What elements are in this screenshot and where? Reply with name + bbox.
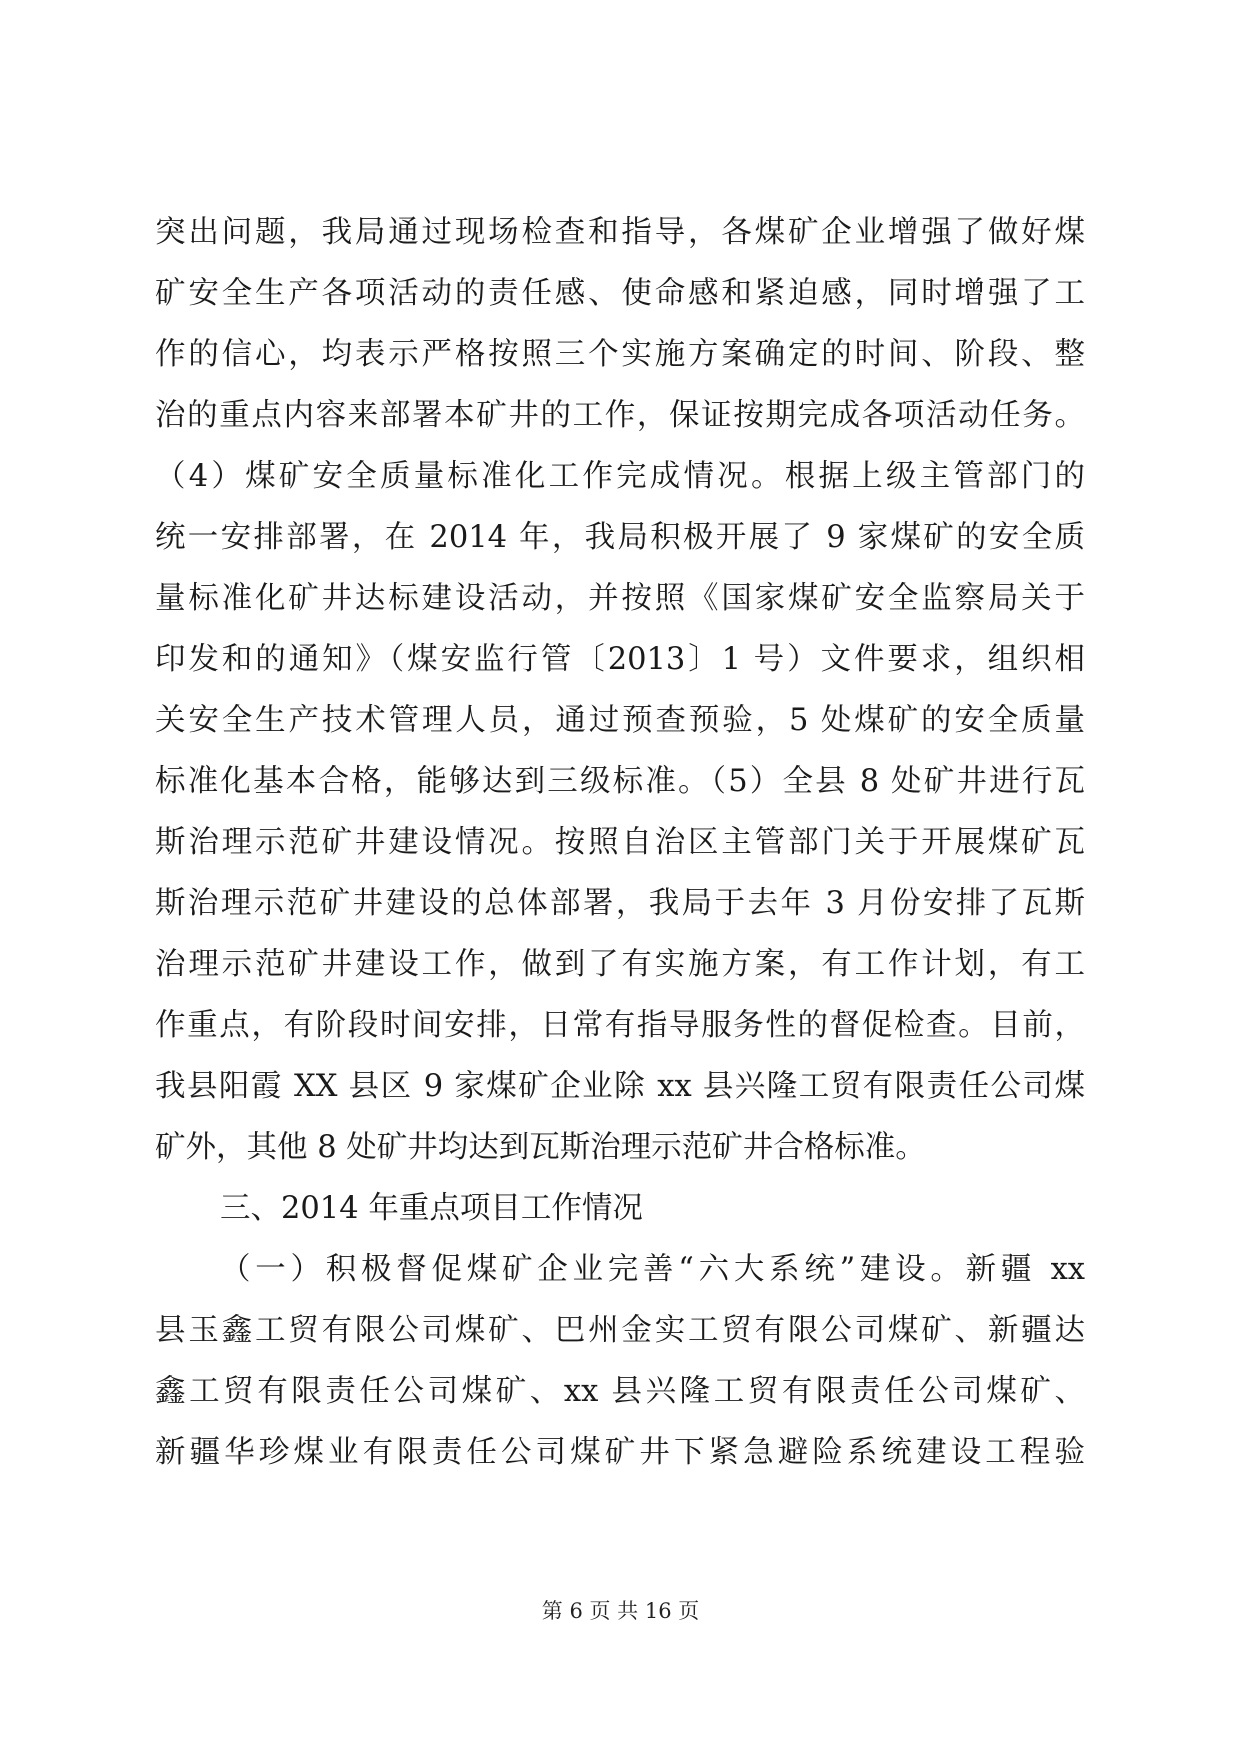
body-text-line: 印发和的通知》（煤安监行管〔2013〕1 号）文件要求，组织相 [155, 642, 1085, 677]
body-text-line: 标准化基本合格，能够达到三级标准。（5）全县 8 处矿井进行瓦 [155, 764, 1085, 799]
body-text-line: 斯治理示范矿井建设的总体部署，我局于去年 3 月份安排了瓦斯 [155, 886, 1085, 921]
page-number-footer: 第 6 页 共 16 页 [541, 1599, 700, 1623]
body-text-line: 关安全生产技术管理人员，通过预查预验，5 处煤矿的安全质量 [155, 703, 1085, 738]
body-text-line: 我县阳霞 XX 县区 9 家煤矿企业除 xx 县兴隆工贸有限责任公司煤 [155, 1069, 1085, 1104]
body-text-line: （一）积极督促煤矿企业完善“六大系统”建设。新疆 xx [220, 1252, 1085, 1287]
body-text-line: 斯治理示范矿井建设情况。按照自治区主管部门关于开展煤矿瓦 [155, 825, 1085, 860]
body-text-line: 治的重点内容来部署本矿井的工作，保证按期完成各项活动任务。 [155, 398, 1085, 433]
body-text-line: 作的信心，均表示严格按照三个实施方案确定的时间、阶段、整 [155, 337, 1085, 372]
body-text-line: 治理示范矿井建设工作，做到了有实施方案，有工作计划，有工 [155, 947, 1085, 982]
body-text-line: 鑫工贸有限责任公司煤矿、xx 县兴隆工贸有限责任公司煤矿、 [155, 1374, 1085, 1409]
body-text-line: 量标准化矿井达标建设活动，并按照《国家煤矿安全监察局关于 [155, 581, 1085, 616]
body-text-line: 矿外，其他 8 处矿井均达到瓦斯治理示范矿井合格标准。 [155, 1130, 926, 1165]
section-heading: 三、2014 年重点项目工作情况 [220, 1191, 643, 1226]
body-text-line: 县玉鑫工贸有限公司煤矿、巴州金实工贸有限公司煤矿、新疆达 [155, 1313, 1085, 1348]
body-text-line: 统一安排部署，在 2014 年，我局积极开展了 9 家煤矿的安全质 [155, 520, 1085, 555]
body-text-line: 突出问题，我局通过现场检查和指导，各煤矿企业增强了做好煤 [155, 215, 1085, 250]
body-text-line: 作重点，有阶段时间安排，日常有指导服务性的督促检查。目前， [155, 1008, 1085, 1043]
body-text-line: （4）煤矿安全质量标准化工作完成情况。根据上级主管部门的 [155, 459, 1085, 494]
body-text-line: 矿安全生产各项活动的责任感、使命感和紧迫感，同时增强了工 [155, 276, 1085, 311]
body-text-line: 新疆华珍煤业有限责任公司煤矿井下紧急避险系统建设工程验 [155, 1435, 1085, 1470]
